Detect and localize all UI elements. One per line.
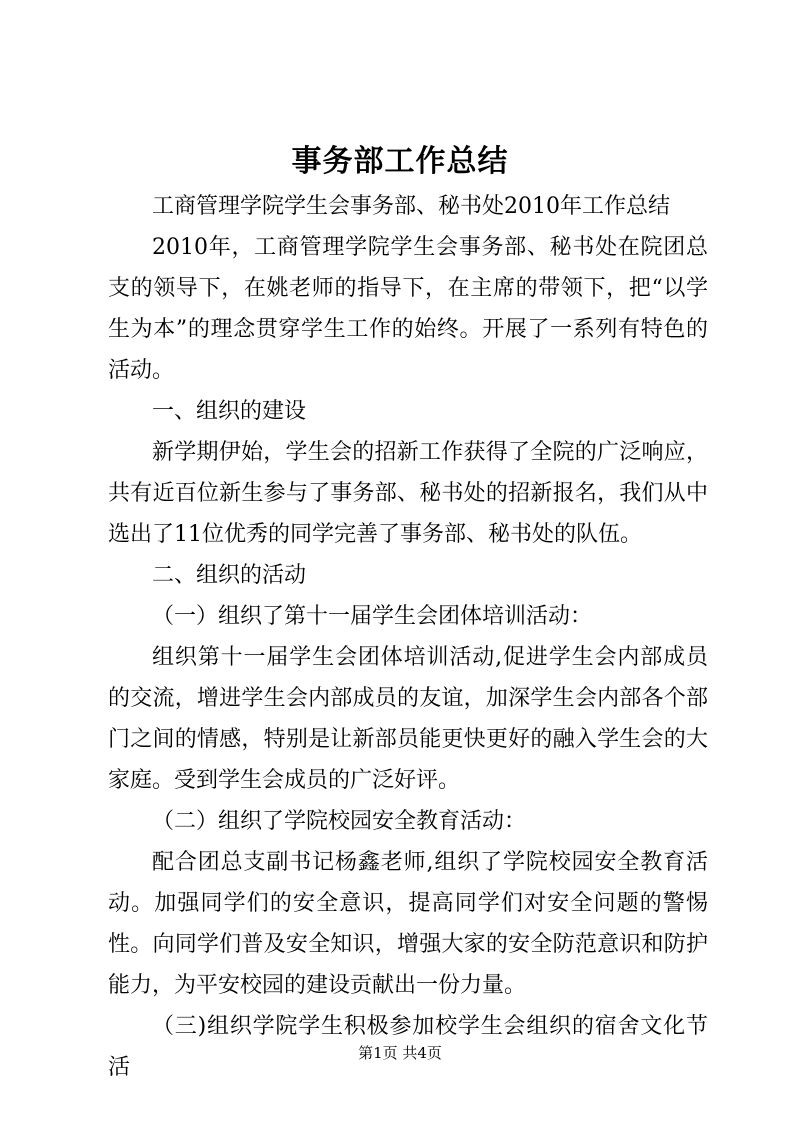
document-title: 事务部工作总结 [291,144,509,179]
subsection-heading: （三)组织学院学生积极参加校学生会组织的宿舍文化节活 [108,1014,708,1080]
subsection-heading: （二）组织了学院校园安全教育活动： [152,809,527,834]
body-paragraph: 配合团总支副书记杨鑫老师,组织了学院校园安全教育活动。加强同学们的安全意识，提高同学们对安全问题的警惕性。向同学们普及安全知识，增强大家的安全防范意识和防护能力，为平安校园的建设贡献出一份力量。 [108,850,708,998]
subsection-heading: （一）组织了第十一届学生会团体培训活动： [152,604,593,629]
document-body [108,186,708,1088]
intro-paragraph: 2010年，工商管理学院学生会事务部、秘书处在院团总支的领导下，在姚老师的指导下，在主席的带领下，把“以学生为本”的理念贯穿学生工作的始终。开展了一系列有特色的活动。 [108,235,708,383]
body-paragraph: 新学期伊始，学生会的招新工作获得了全院的广泛响应，共有近百位新生参与了事务部、秘书处的招新报名，我们从中选出了11位优秀的同学完善了事务部、秘书处的队伍。 [108,440,708,547]
section-heading: 二、组织的活动 [152,563,307,588]
section-heading: 一、组织的建设 [152,399,307,424]
subtitle-paragraph: 工商管理学院学生会事务部、秘书处2010年工作总结 [152,194,670,219]
body-paragraph: 组织第十一届学生会团体培训活动,促进学生会内部成员的交流，增进学生会内部成员的友谊，加深学生会内部各个部门之间的情感，特别是让新部员能更快更好的融入学生会的大家庭。受到学生会成员的广泛好评。 [108,645,708,793]
page-footer: 第1页 共4页 [358,1044,442,1062]
